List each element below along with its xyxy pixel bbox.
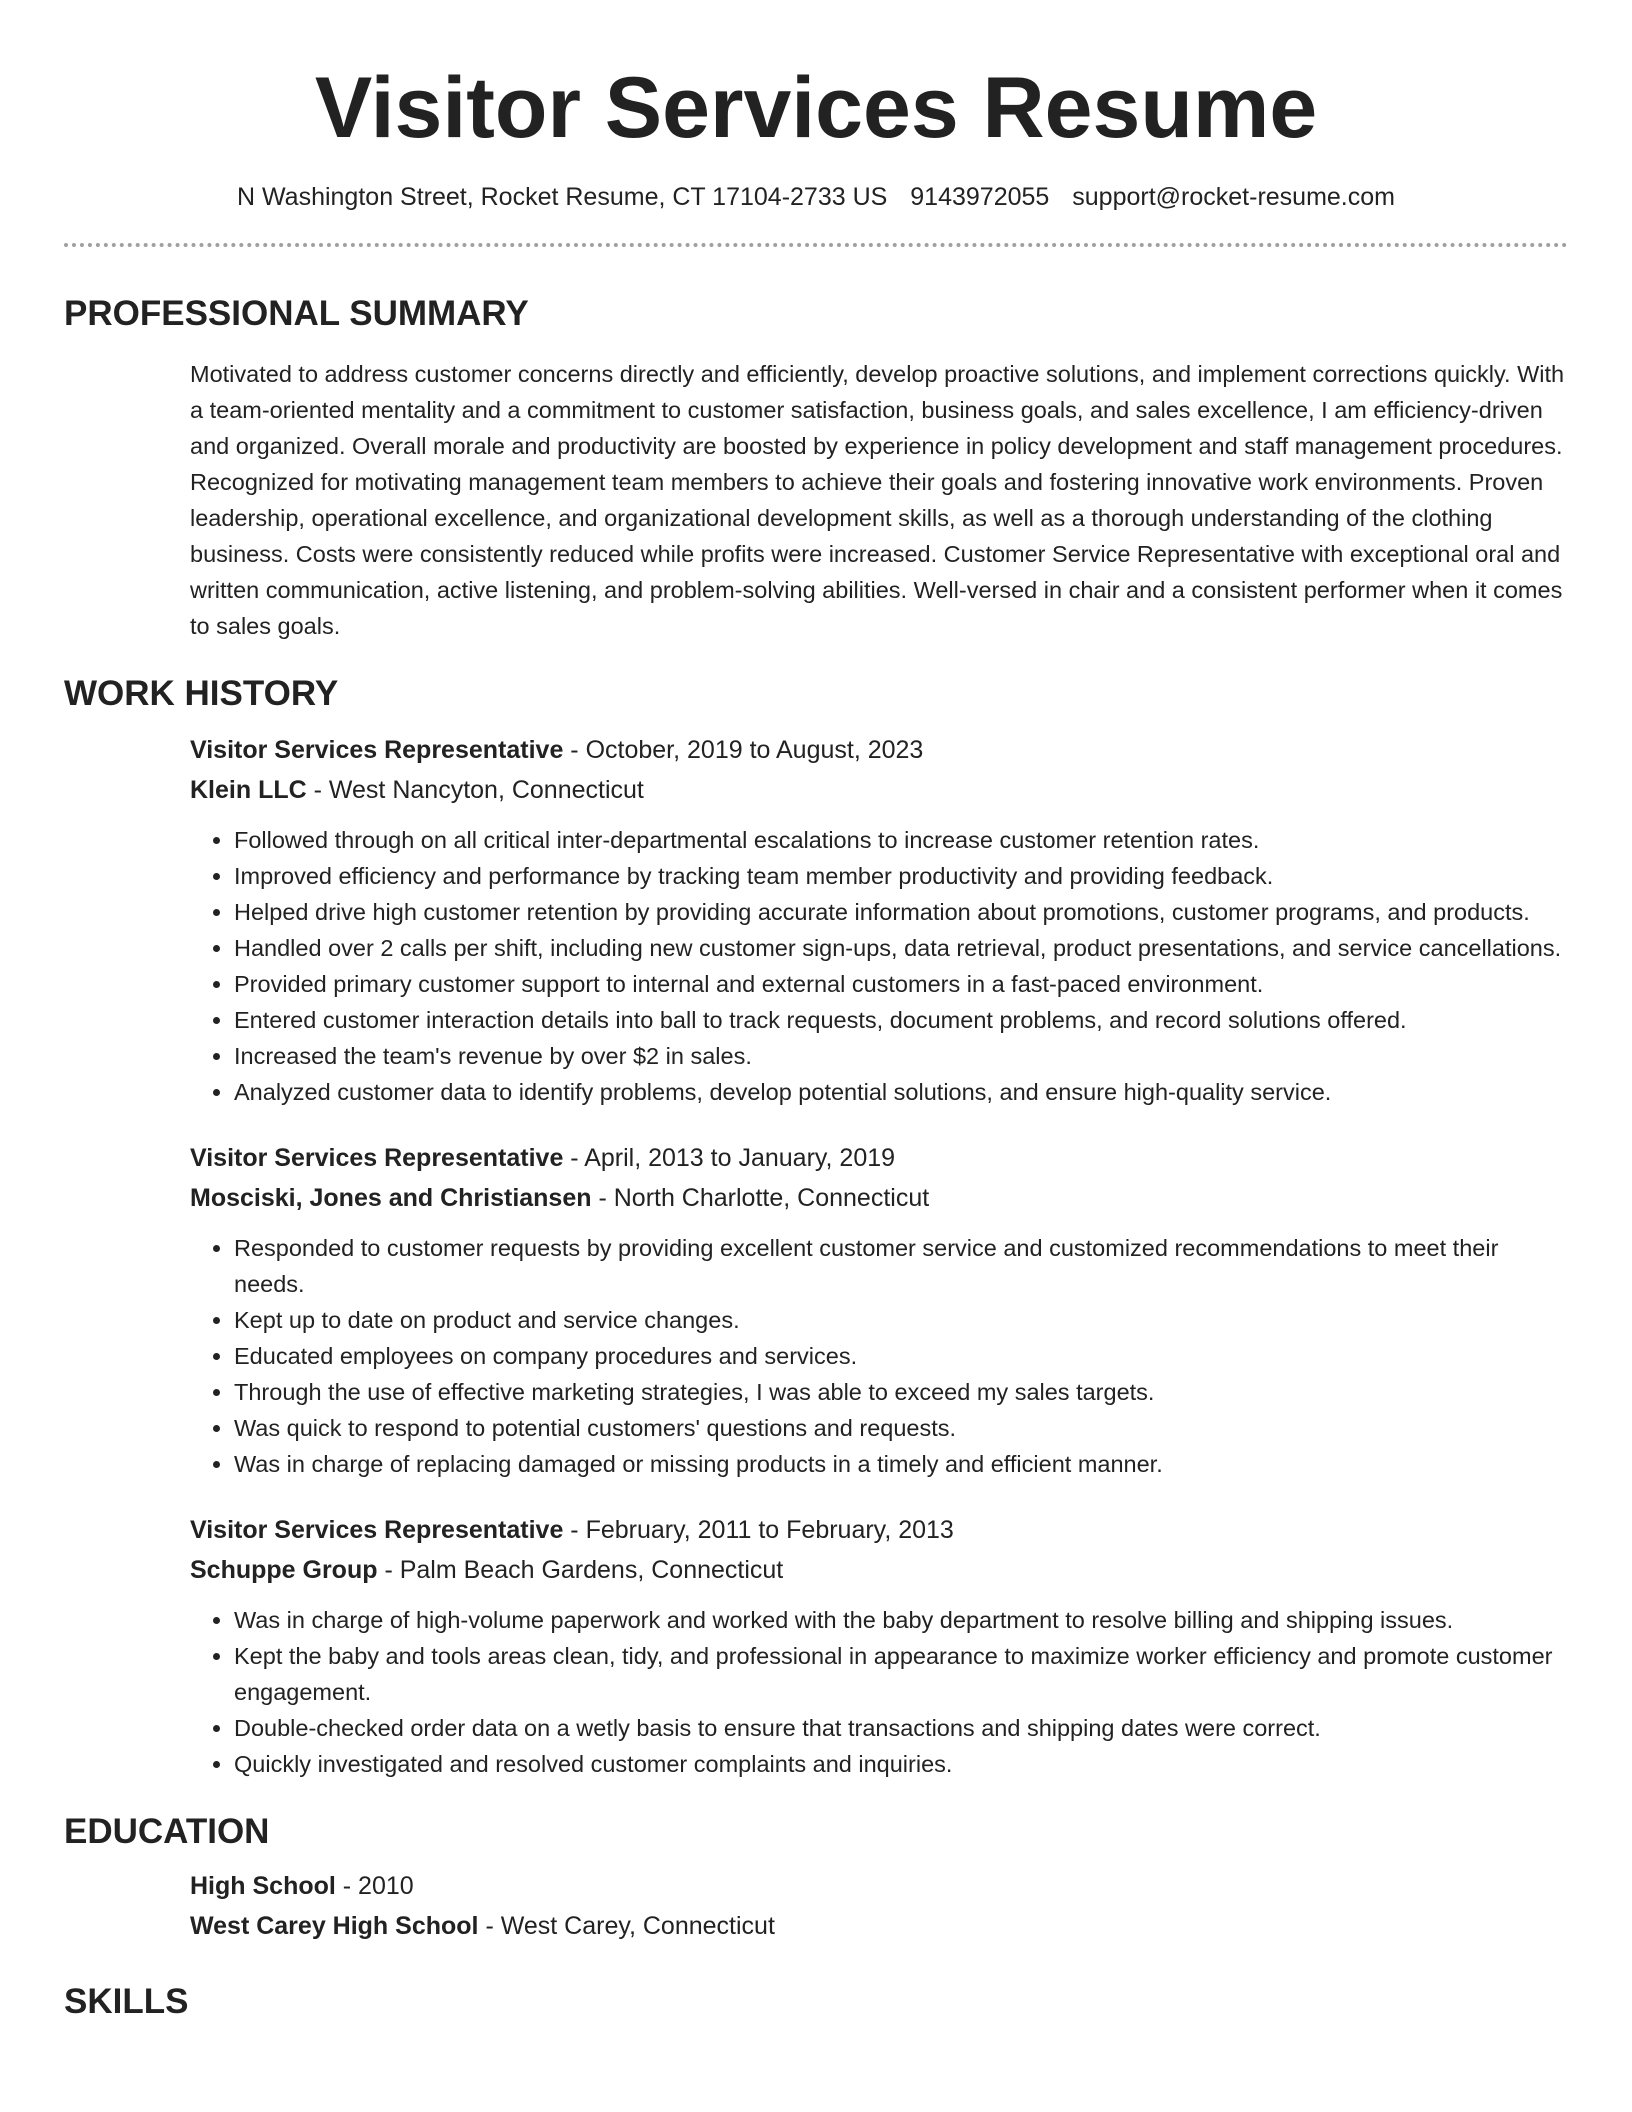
job-dates: - February, 2011 to February, 2013 [563, 1516, 954, 1544]
education-entry [190, 1866, 1568, 1946]
job-bullet: • Followed through on all critical inter-departmental escalations to increase customer retention rates. [234, 822, 1568, 858]
contact-phone: 9143972055 [910, 183, 1050, 211]
job-location: - West Nancyton, Connecticut [306, 776, 644, 804]
job-bullet: • Educated employees on company procedures and services. [234, 1338, 1568, 1374]
job-bullet: • Was quick to respond to potential customers' questions and requests. [234, 1410, 1568, 1446]
work-history-list [190, 730, 1568, 1782]
header-divider [64, 243, 1568, 247]
job-bullet: • Double-checked order data on a wetly basis to ensure that transactions and shipping dates were correct. [234, 1710, 1568, 1746]
job-entry [190, 1138, 1568, 1482]
job-role: Visitor Services Representative [190, 1144, 564, 1172]
job-entry [190, 1510, 1568, 1782]
job-bullet: • Kept up to date on product and service changes. [234, 1302, 1568, 1338]
job-bullet: • Kept the baby and tools areas clean, tidy, and professional in appearance to maximize worker efficiency and promote customer engagement. [234, 1638, 1568, 1710]
job-company-line [190, 1550, 1568, 1590]
job-bullets [190, 1602, 1568, 1782]
job-bullet: • Was in charge of replacing damaged or missing products in a timely and efficient manner. [234, 1446, 1568, 1482]
job-bullet: • Through the use of effective marketing strategies, I was able to exceed my sales targets. [234, 1374, 1568, 1410]
education-degree: High School [190, 1872, 336, 1900]
contact-email: support@rocket-resume.com [1072, 183, 1395, 211]
job-role: Visitor Services Representative [190, 736, 564, 764]
job-role-line [190, 730, 1568, 770]
job-role: Visitor Services Representative [190, 1516, 564, 1544]
education-heading: EDUCATION [64, 1812, 270, 1851]
education-degree-line [190, 1866, 1568, 1906]
job-role-line [190, 1510, 1568, 1550]
job-dates: - October, 2019 to August, 2023 [563, 736, 924, 764]
job-bullet: • Entered customer interaction details into ball to track requests, document problems, and record solutions offered. [234, 1002, 1568, 1038]
contact-line [64, 180, 1568, 214]
job-location: - North Charlotte, Connecticut [591, 1184, 930, 1212]
education-location: - West Carey, Connecticut [478, 1912, 775, 1940]
summary-text: Motivated to address customer concerns directly and efficiently, develop proactive solutions, and implement corrections quickly. With a team-oriented mentality and a commitment to customer satisfaction, business goals, and sales excellence, I am efficiency-driven and organized. Overall morale and productivity are boosted by experience in policy development and staff management procedures. Recognized for motivating management team members to achieve their goals and fostering innovative work environments. Proven leadership, operational excellence, and organizational development skills, as well as a thorough understanding of the clothing business. Costs were consistently reduced while profits were increased. Customer Service Representative with exceptional oral and written communication, active listening, and problem-solving abilities. Well-versed in chair and a consistent performer when it comes to sales goals. [190, 361, 1565, 639]
job-company: Klein LLC [190, 776, 307, 804]
contact-address: N Washington Street, Rocket Resume, CT 17104-2733 US [237, 183, 888, 211]
job-dates: - April, 2013 to January, 2019 [563, 1144, 896, 1172]
job-bullet: • Quickly investigated and resolved customer complaints and inquiries. [234, 1746, 1568, 1782]
job-location: - Palm Beach Gardens, Connecticut [377, 1556, 784, 1584]
job-company-line [190, 1178, 1568, 1218]
job-bullet: • Increased the team's revenue by over $2 in sales. [234, 1038, 1568, 1074]
job-entry [190, 730, 1568, 1110]
job-company-line [190, 770, 1568, 810]
job-bullet: • Was in charge of high-volume paperwork and worked with the baby department to resolve billing and shipping issues. [234, 1602, 1568, 1638]
education-school-line [190, 1906, 1568, 1946]
job-bullet: • Improved efficiency and performance by tracking team member productivity and providing feedback. [234, 858, 1568, 894]
job-bullet: • Helped drive high customer retention by providing accurate information about promotions, customer programs, and products. [234, 894, 1568, 930]
job-bullets [190, 822, 1568, 1110]
job-bullet: • Responded to customer requests by providing excellent customer service and customized recommendations to meet their needs. [234, 1230, 1568, 1302]
resume-title: Visitor Services Resume [314, 60, 1318, 156]
summary-heading: PROFESSIONAL SUMMARY [64, 294, 529, 333]
job-bullet: • Provided primary customer support to internal and external customers in a fast-paced environment. [234, 966, 1568, 1002]
work-history-heading: WORK HISTORY [64, 674, 339, 713]
education-year: - 2010 [335, 1872, 414, 1900]
job-bullet: • Handled over 2 calls per shift, including new customer sign-ups, data retrieval, product presentations, and service cancellations. [234, 930, 1568, 966]
education-school: West Carey High School [190, 1912, 479, 1940]
job-bullet: • Analyzed customer data to identify problems, develop potential solutions, and ensure high-quality service. [234, 1074, 1568, 1110]
job-bullets [190, 1230, 1568, 1482]
job-company: Mosciski, Jones and Christiansen [190, 1184, 592, 1212]
resume-page [64, 0, 1568, 2024]
skills-heading: SKILLS [64, 1982, 189, 2021]
job-company: Schuppe Group [190, 1556, 378, 1584]
job-role-line [190, 1138, 1568, 1178]
